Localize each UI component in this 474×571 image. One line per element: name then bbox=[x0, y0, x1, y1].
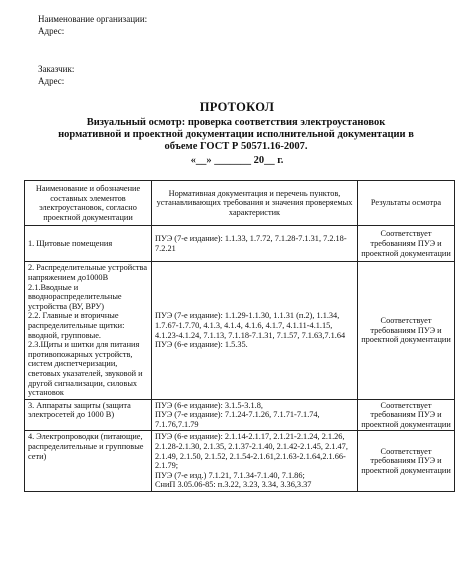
row-element-cell bbox=[25, 226, 152, 262]
org-name-label: Наименование организации: bbox=[38, 14, 148, 24]
header-elements: Наименование и обозначение составных элементов электроустановок, согласно проектной документации bbox=[25, 181, 152, 226]
address-label: Адрес: bbox=[38, 26, 65, 36]
row-normative-cell bbox=[152, 431, 358, 492]
table-row bbox=[25, 431, 455, 492]
element-text: 1. Щитовые помещения bbox=[28, 239, 113, 249]
row-normative-cell bbox=[152, 399, 358, 431]
table-row bbox=[25, 399, 455, 431]
row-element-cell bbox=[25, 262, 152, 399]
row-element-cell bbox=[25, 431, 152, 492]
row-element-cell bbox=[25, 399, 152, 431]
row-normative-cell bbox=[152, 226, 358, 262]
normative-text: СниП 3.05.06-85: п.3.22, 3.23, 3.34, 3.36,3.37 bbox=[155, 480, 312, 490]
row-result-cell: Соответствует требованиям ПУЭ и проектной документации bbox=[358, 399, 455, 431]
element-text: 3. Аппараты защиты (защита электросетей до 1000 В) bbox=[28, 400, 131, 420]
row-result-cell: Соответствует требованиям ПУЭ и проектной документации bbox=[358, 262, 455, 399]
inspection-table bbox=[24, 180, 455, 492]
document-subtitle: Визуальный осмотр: проверка соответствия электроустановок нормативной и проектной документации исполнительной документации в объеме ГОСТ Р 50571.16-2007. bbox=[58, 117, 414, 152]
row-result-cell: Соответствует требованиям ПУЭ и проектной документации bbox=[358, 431, 455, 492]
row-result-cell: Соответствует требованиям ПУЭ и проектной документации bbox=[358, 226, 455, 262]
header-results: Результаты осмотра bbox=[358, 181, 455, 226]
normative-text: ПУЭ (6-е издание): 3.1.5-3.1.8, bbox=[155, 400, 263, 410]
normative-text: ПУЭ (7-е изд.) 7.1.21, 7.1.34-7.1.40, 7.1.86; bbox=[155, 470, 305, 480]
element-text: 2. Распределительные устройства напряжением до1000В bbox=[28, 263, 148, 282]
header-normative: Нормативная документация и перечень пунктов, устанавливающих требования и значения проверяемых характеристик bbox=[152, 181, 358, 226]
normative-text: ПУЭ (6-е издание): 2.1.14-2.1.17, 2.1.21-2.1.24, 2.1.26, 2.1.28-2.1.30, 2.1.35, 2.1.37-2.1.40, 2.1.42-2.1.45, 2.1.47, 2.1.49, 2.1.50, 2.1.52, 2.1.54-2.1.61,2.1.63-2.1.64,2.1.66-2.1.79; bbox=[155, 432, 348, 471]
normative-text: ПУЭ (6-е издание): 1.5.35. bbox=[155, 340, 248, 350]
normative-text: ПУЭ (7-е издание): 1.1.29-1.1.30, 1.1.31 (п.2), 1.1.34, 1.7.67-1.7.70, 4.1.3, 4.1.4, 4.1.6, 4.1.7, 4.1.11-4.1.15, 4.1.23-4.1.24, 7.1.13, 7.1.18-7.1.31, 7.1.57, 7.1.63,7.1.64 bbox=[155, 311, 346, 340]
table-row bbox=[25, 262, 455, 399]
table-row bbox=[25, 226, 455, 262]
element-text: 2.2. Главные и вторичные распределительные щитки: вводной, групповые. bbox=[28, 311, 125, 340]
element-text: 2.3.Щиты и шитки для питания противопожарных устройств, систем диспетчеризации, световых указателей, звуковой и другой сигнализации, силовых установок bbox=[28, 340, 143, 398]
element-text: 2.1.Вводные и вводнораспределительные устройства (ВУ, ВРУ) bbox=[28, 282, 122, 311]
table-header-row bbox=[25, 181, 455, 226]
normative-text: ПУЭ (7-е издание): 1.1.33, 1.7.72, 7.1.28-7.1.31, 7.2.18-7.2.21 bbox=[155, 234, 347, 253]
normative-text: ПУЭ (7-е издание): 7.1.24-7.1.26, 7.1.71-7.1.74, 7.1.76,7.1.79 bbox=[155, 410, 320, 429]
title-block bbox=[0, 100, 474, 166]
document-heading: ПРОТОКОЛ bbox=[199, 100, 275, 114]
customer-label: Заказчик: bbox=[38, 64, 75, 74]
element-text: 4. Электропроводки (питающие, распределительные и групповые сети) bbox=[28, 432, 144, 461]
customer-address-label: Адрес: bbox=[38, 76, 65, 86]
date-line: «__» _______ 20__ г. bbox=[190, 155, 284, 166]
row-normative-cell bbox=[152, 262, 358, 399]
